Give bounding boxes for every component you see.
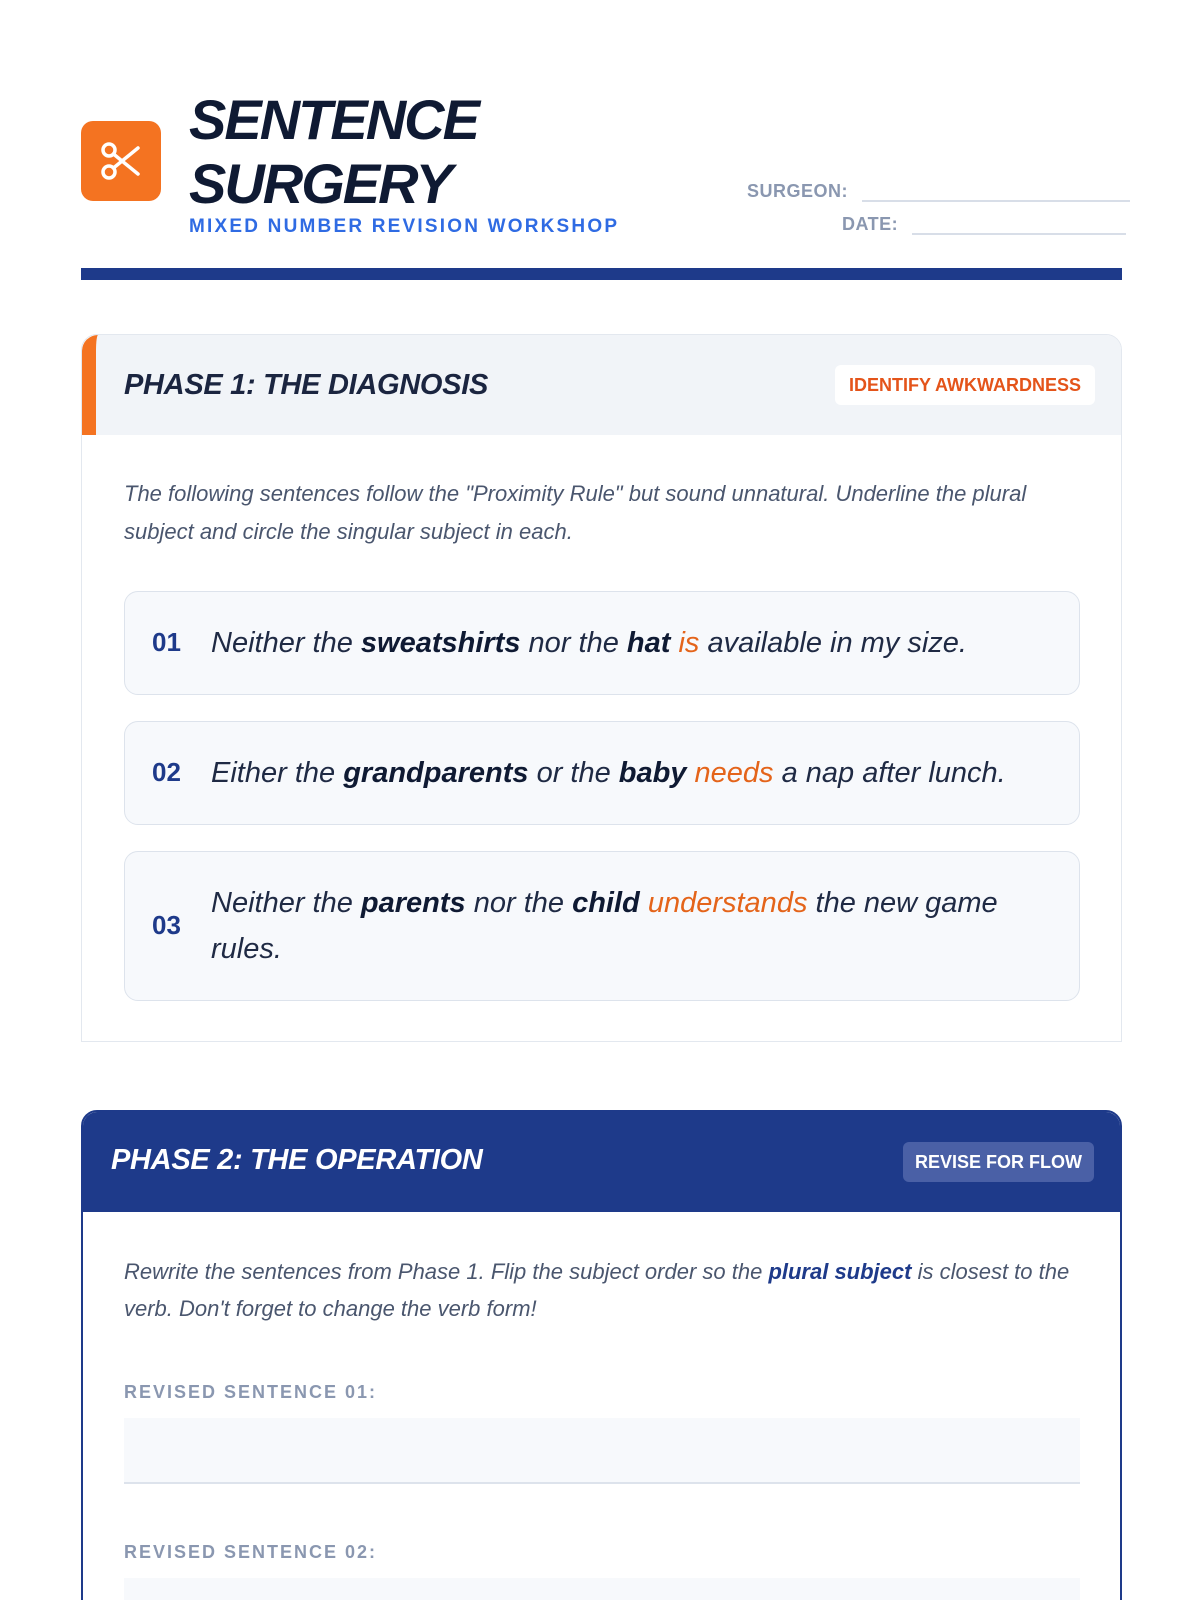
title-line-2: SURGERY [189,152,451,215]
revised-sentence-input[interactable] [124,1578,1080,1600]
page-title [189,88,478,216]
date-label: DATE: [842,214,899,234]
verb: needs [694,757,774,789]
sentence-text: Neither the parents nor the child understands the new game rules. [211,887,998,965]
verb: is [678,627,700,659]
phase2-header [83,1112,1120,1212]
phase1-instructions: The following sentences follow the "Proximity Rule" but sound unnatural. Underline the plural subject and circle the singular subject in each. [124,481,1027,544]
plural-subject[interactable]: sweatshirts [360,627,521,659]
revised-sentence-label: REVISED SENTENCE 01: [124,1382,378,1402]
singular-subject[interactable]: baby [618,757,687,789]
phase2-badge: REVISE FOR FLOW [903,1142,1094,1182]
sentence-number: 02 [152,757,181,787]
phase1-card [81,334,1122,1042]
surgeon-field [747,180,1130,202]
page-subtitle: MIXED NUMBER REVISION WORKSHOP [189,216,620,237]
title-line-1: SENTENCE [189,88,478,151]
sentence-number: 01 [152,627,181,657]
sentence-item [124,851,1080,1001]
logo [81,121,161,201]
phase2-instructions: Rewrite the sentences from Phase 1. Flip the subject order so the plural subject is closest to the verb. Don't forget to change the verb form! [124,1259,1070,1321]
phase1-badge: IDENTIFY AWKWARDNESS [835,365,1095,405]
singular-subject[interactable]: child [572,887,640,919]
surgeon-input-line[interactable] [862,180,1130,202]
worksheet-header [81,88,1122,284]
plural-subject[interactable]: parents [360,887,466,919]
sentence-item [124,591,1080,695]
surgeon-label: SURGEON: [747,181,849,201]
date-field [842,213,1126,235]
header-divider [81,268,1122,280]
phase2-title: PHASE 2: THE OPERATION [111,1144,483,1176]
verb: understands [647,887,808,919]
date-input-line[interactable] [912,213,1126,235]
sentence-item [124,721,1080,825]
sentence-number: 03 [152,910,181,940]
sentence-text: Either the grandparents or the baby needs a nap after lunch. [211,757,1006,789]
singular-subject[interactable]: hat [626,627,671,659]
phase1-title: PHASE 1: THE DIAGNOSIS [124,369,489,401]
scissors-icon [98,138,144,184]
revised-sentence-label: REVISED SENTENCE 02: [124,1542,378,1562]
plural-subject-emphasis: plural subject [768,1259,912,1284]
revised-sentence-input[interactable] [124,1418,1080,1484]
phase1-header [82,335,1121,435]
sentence-text: Neither the sweatshirts nor the hat is available in my size. [211,627,967,659]
phase2-card [81,1110,1122,1600]
plural-subject[interactable]: grandparents [343,757,529,789]
